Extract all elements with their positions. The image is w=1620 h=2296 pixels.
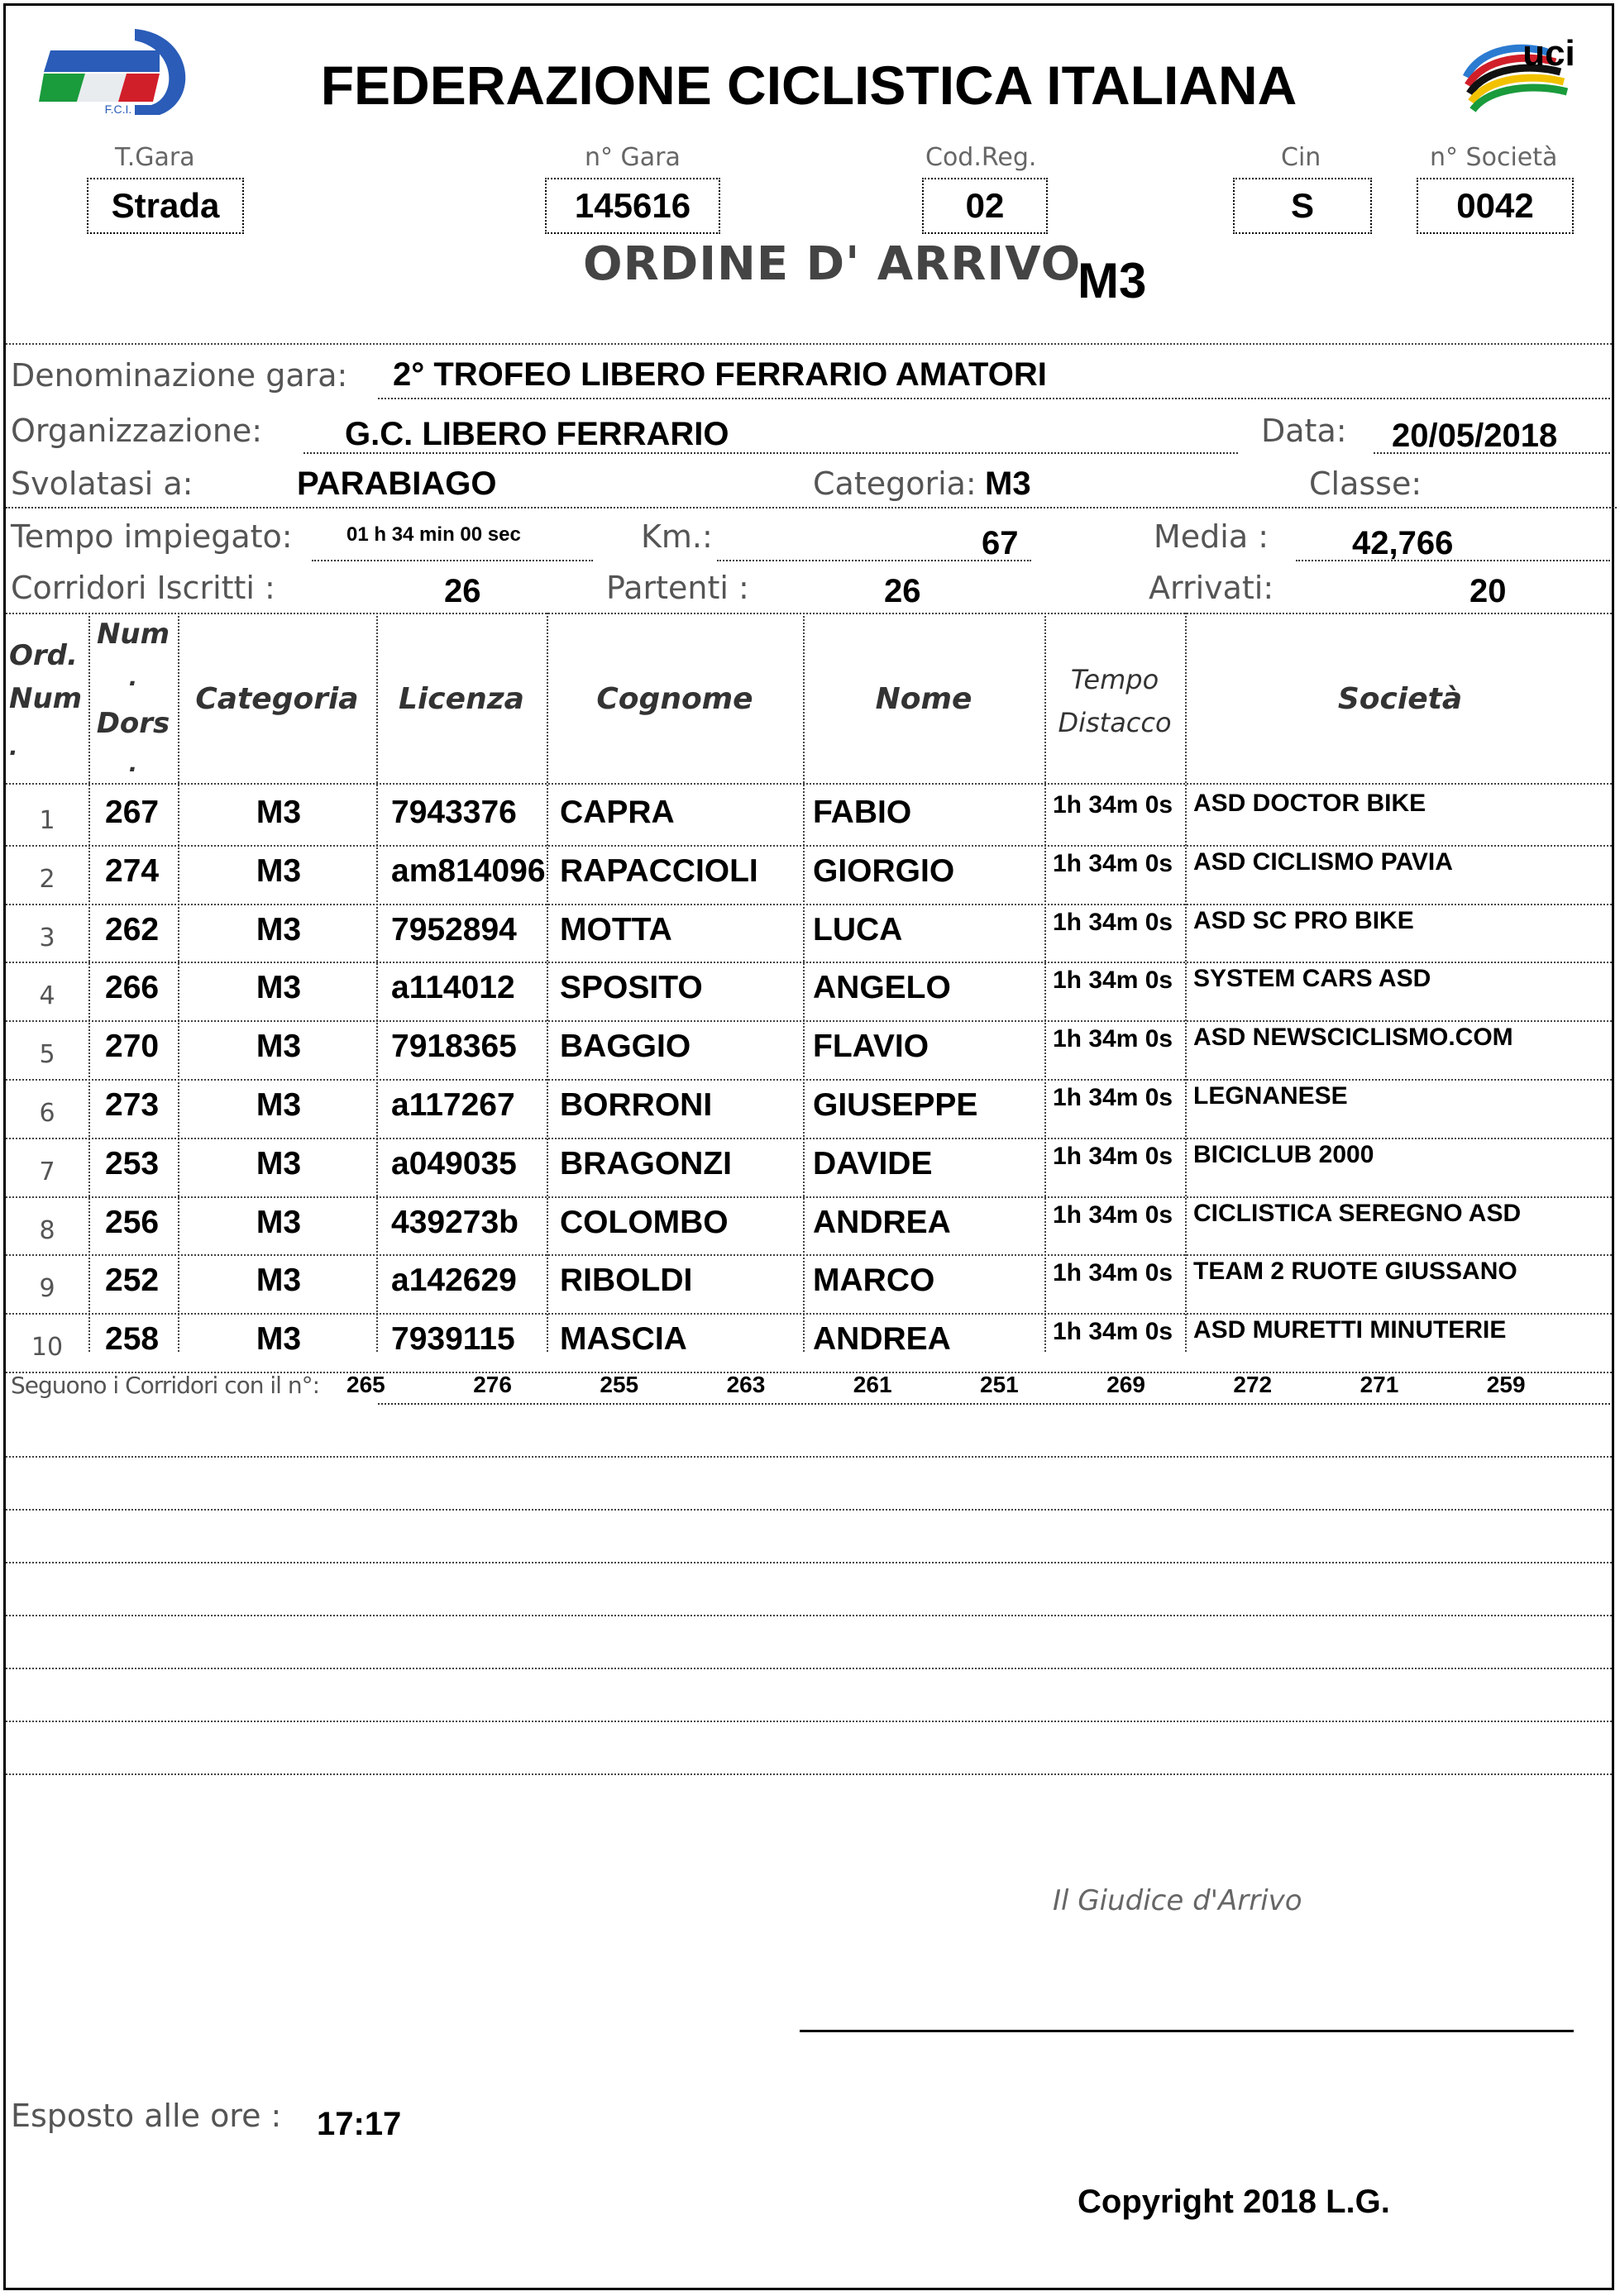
col-header-ord: Ord. [9, 639, 78, 672]
cell-ord: 9 [39, 1274, 55, 1304]
tgara-label: T.Gara [115, 143, 195, 172]
tgara-box: Strada [87, 178, 244, 234]
document-page [3, 3, 1614, 2290]
seguono-number: 261 [853, 1372, 892, 1397]
cell-ord: 5 [39, 1040, 55, 1070]
cell-cognome: SPOSITO [560, 970, 703, 1006]
cell-licenza: 439273b [391, 1204, 518, 1240]
document-subtitle: ORDINE D' ARRIVO [583, 237, 1082, 291]
denominazione-label: Denominazione gara: [11, 357, 348, 394]
cell-nome: ANGELO [813, 970, 951, 1006]
cell-nome: MARCO [813, 1263, 935, 1299]
cell-societa: CICLISTICA SEREGNO ASD [1193, 1199, 1522, 1227]
col-header-categoria: Categoria [195, 682, 359, 716]
tempo-label: Tempo impiegato: [11, 518, 293, 555]
categoria-label: Categoria: [813, 465, 977, 502]
cell-categoria: M3 [256, 1029, 302, 1065]
cell-ord: 10 [31, 1333, 64, 1363]
cin-box: S [1233, 178, 1372, 234]
codreg-label: Cod.Reg. [925, 143, 1037, 172]
cell-societa: BICICLUB 2000 [1193, 1140, 1374, 1168]
cell-licenza: 7952894 [391, 911, 517, 948]
seguono-label: Seguono i Corridori con il n°: [11, 1372, 320, 1399]
cell-dors: 262 [105, 911, 160, 948]
cell-societa: LEGNANESE [1193, 1082, 1348, 1110]
cell-licenza: am814096 [391, 852, 546, 889]
col-header-dors-dot: . [128, 750, 138, 777]
cell-ord: 2 [39, 864, 55, 894]
cell-licenza: a142629 [391, 1263, 517, 1299]
cell-tempo: 1h 34m 0s [1053, 1259, 1173, 1287]
table-top-border [6, 613, 1612, 614]
data-value: 20/05/2018 [1392, 418, 1558, 454]
nsocieta-label: n° Società [1430, 143, 1558, 172]
cell-cognome: BRAGONZI [560, 1145, 732, 1181]
table-header-border [6, 783, 1612, 785]
col-header-nome: Nome [875, 682, 972, 716]
col-header-ord-num: Num [9, 682, 83, 715]
col-header-licenza: Licenza [399, 682, 524, 716]
organizzazione-label: Organizzazione: [11, 413, 263, 449]
cell-nome: ANDREA [813, 1321, 951, 1358]
cell-tempo: 1h 34m 0s [1053, 1142, 1173, 1170]
svolatasi-value: PARABIAGO [297, 465, 497, 502]
partenti-label: Partenti : [606, 570, 749, 606]
cell-categoria: M3 [256, 1145, 302, 1181]
cell-cognome: CAPRA [560, 795, 675, 830]
row-divider [6, 1020, 1612, 1022]
ngara-label: n° Gara [585, 143, 681, 172]
col-header-tempo: Tempo [1070, 664, 1159, 695]
giudice-label: Il Giudice d'Arrivo [1053, 1884, 1302, 1917]
cell-societa: ASD MURETTI MINUTERIE [1193, 1316, 1507, 1344]
cell-cognome: RAPACCIOLI [560, 852, 758, 889]
cell-nome: LUCA [813, 911, 903, 948]
cell-tempo: 1h 34m 0s [1053, 1025, 1173, 1053]
cell-dors: 256 [105, 1204, 160, 1240]
col-header-dors-label: Dors [96, 707, 170, 740]
cell-dors: 274 [105, 852, 160, 889]
cell-categoria: M3 [256, 795, 302, 830]
cell-nome: ANDREA [813, 1204, 951, 1240]
cell-nome: DAVIDE [813, 1145, 933, 1181]
cell-tempo: 1h 34m 0s [1053, 791, 1173, 819]
cell-nome: GIUSEPPE [813, 1087, 978, 1123]
ngara-box: 145616 [545, 178, 720, 234]
arrivati-value: 20 [1469, 573, 1507, 609]
seguono-number: 269 [1106, 1372, 1145, 1397]
seguono-number: 265 [346, 1372, 385, 1397]
denominazione-value: 2° TROFEO LIBERO FERRARIO AMATORI [393, 356, 1047, 393]
cell-cognome: RIBOLDI [560, 1263, 693, 1299]
cell-categoria: M3 [256, 1087, 302, 1123]
divider [6, 343, 1612, 345]
cell-dors: 273 [105, 1087, 160, 1123]
iscritti-label: Corridori Iscritti : [11, 570, 275, 606]
cell-tempo: 1h 34m 0s [1053, 908, 1173, 936]
km-label: Km.: [641, 518, 713, 555]
cell-cognome: MOTTA [560, 911, 672, 948]
seguono-number: 251 [980, 1372, 1019, 1397]
col-header-societa: Società [1337, 682, 1463, 716]
cell-dors: 252 [105, 1263, 160, 1299]
cell-dors: 258 [105, 1321, 160, 1358]
cell-cognome: BAGGIO [560, 1029, 691, 1065]
iscritti-value: 26 [444, 573, 481, 609]
cell-licenza: a114012 [391, 970, 515, 1006]
cell-tempo: 1h 34m 0s [1053, 1084, 1173, 1111]
row-divider [6, 904, 1612, 905]
cell-societa: ASD SC PRO BIKE [1193, 906, 1414, 934]
cell-tempo: 1h 34m 0s [1053, 849, 1173, 877]
fci-logo-text: F.C.I. [104, 103, 132, 116]
km-value: 67 [982, 525, 1019, 561]
cell-licenza: 7939115 [391, 1321, 515, 1358]
cell-tempo: 1h 34m 0s [1053, 967, 1173, 995]
row-divider [6, 962, 1612, 963]
cell-societa: ASD NEWSCICLISMO.COM [1193, 1024, 1513, 1052]
cell-ord: 4 [39, 981, 55, 1011]
cell-nome: GIORGIO [813, 852, 955, 889]
arrivati-label: Arrivati: [1149, 570, 1274, 606]
cell-societa: TEAM 2 RUOTE GIUSSANO [1193, 1258, 1517, 1286]
cell-dors: 270 [105, 1029, 160, 1065]
seguono-number: 255 [600, 1372, 639, 1397]
row-divider [6, 1313, 1612, 1315]
organizzazione-value: G.C. LIBERO FERRARIO [345, 416, 729, 452]
esposto-value: 17:17 [317, 2106, 402, 2142]
category-code: M3 [1078, 253, 1147, 308]
esposto-label: Esposto alle ore : [11, 2098, 282, 2134]
cell-dors: 253 [105, 1145, 160, 1181]
cell-nome: FABIO [813, 795, 912, 830]
cell-categoria: M3 [256, 1321, 302, 1358]
uci-logo [1456, 27, 1597, 120]
cell-cognome: COLOMBO [560, 1204, 729, 1240]
col-header-distacco: Distacco [1058, 707, 1172, 738]
cell-categoria: M3 [256, 1263, 302, 1299]
seguono-number: 259 [1486, 1372, 1526, 1397]
row-divider [6, 845, 1612, 847]
cell-nome: FLAVIO [813, 1029, 929, 1065]
tempo-value: 01 h 34 min 00 sec [346, 523, 521, 546]
cell-ord: 7 [39, 1157, 55, 1186]
copyright: Copyright 2018 L.G. [1078, 2184, 1390, 2220]
cell-licenza: a049035 [391, 1145, 517, 1181]
cell-tempo: 1h 34m 0s [1053, 1318, 1173, 1346]
cin-label: Cin [1281, 143, 1321, 172]
nsocieta-box: 0042 [1417, 178, 1574, 234]
cell-dors: 267 [105, 795, 160, 830]
row-divider [6, 1196, 1612, 1198]
classe-label: Classe: [1309, 465, 1422, 502]
seguono-number: 263 [726, 1372, 766, 1397]
cell-ord: 3 [39, 923, 55, 952]
col-header-cognome: Cognome [596, 682, 753, 716]
seguono-number: 271 [1360, 1372, 1399, 1397]
cell-categoria: M3 [256, 970, 302, 1006]
cell-categoria: M3 [256, 911, 302, 948]
media-label: Media : [1154, 518, 1269, 555]
data-label: Data: [1261, 413, 1347, 449]
cell-licenza: 7918365 [391, 1029, 517, 1065]
row-divider [6, 1079, 1612, 1081]
codreg-box: 02 [922, 178, 1048, 234]
cell-licenza: 7943376 [391, 795, 517, 830]
seguono-number: 276 [473, 1372, 512, 1397]
signature-line [800, 2030, 1574, 2032]
row-divider [6, 1138, 1612, 1139]
svolatasi-label: Svolatasi a: [11, 465, 194, 502]
uci-logo-text: uci [1522, 33, 1575, 74]
cell-categoria: M3 [256, 1204, 302, 1240]
cell-cognome: MASCIA [560, 1321, 687, 1358]
cell-ord: 6 [39, 1099, 55, 1128]
cell-licenza: a117267 [391, 1087, 515, 1123]
categoria-value: M3 [985, 465, 1031, 502]
cell-societa: ASD CICLISMO PAVIA [1193, 847, 1453, 876]
media-value: 42,766 [1352, 525, 1454, 561]
partenti-value: 26 [884, 573, 921, 609]
cell-dors: 266 [105, 970, 160, 1006]
seguono-number: 272 [1233, 1372, 1273, 1397]
cell-tempo: 1h 34m 0s [1053, 1201, 1173, 1229]
page-title: FEDERAZIONE CICLISTICA ITALIANA [320, 55, 1297, 116]
cell-ord: 1 [39, 806, 55, 835]
cell-cognome: BORRONI [560, 1087, 713, 1123]
cell-societa: SYSTEM CARS ASD [1193, 965, 1431, 993]
row-divider [6, 1254, 1612, 1256]
cell-categoria: M3 [256, 852, 302, 889]
cell-societa: ASD DOCTOR BIKE [1193, 790, 1426, 817]
col-header-ord-dot: . [9, 733, 18, 761]
col-header-dors: Num [96, 618, 170, 651]
cell-ord: 8 [39, 1215, 55, 1245]
col-header-dors-mid-dot: . [128, 664, 138, 691]
